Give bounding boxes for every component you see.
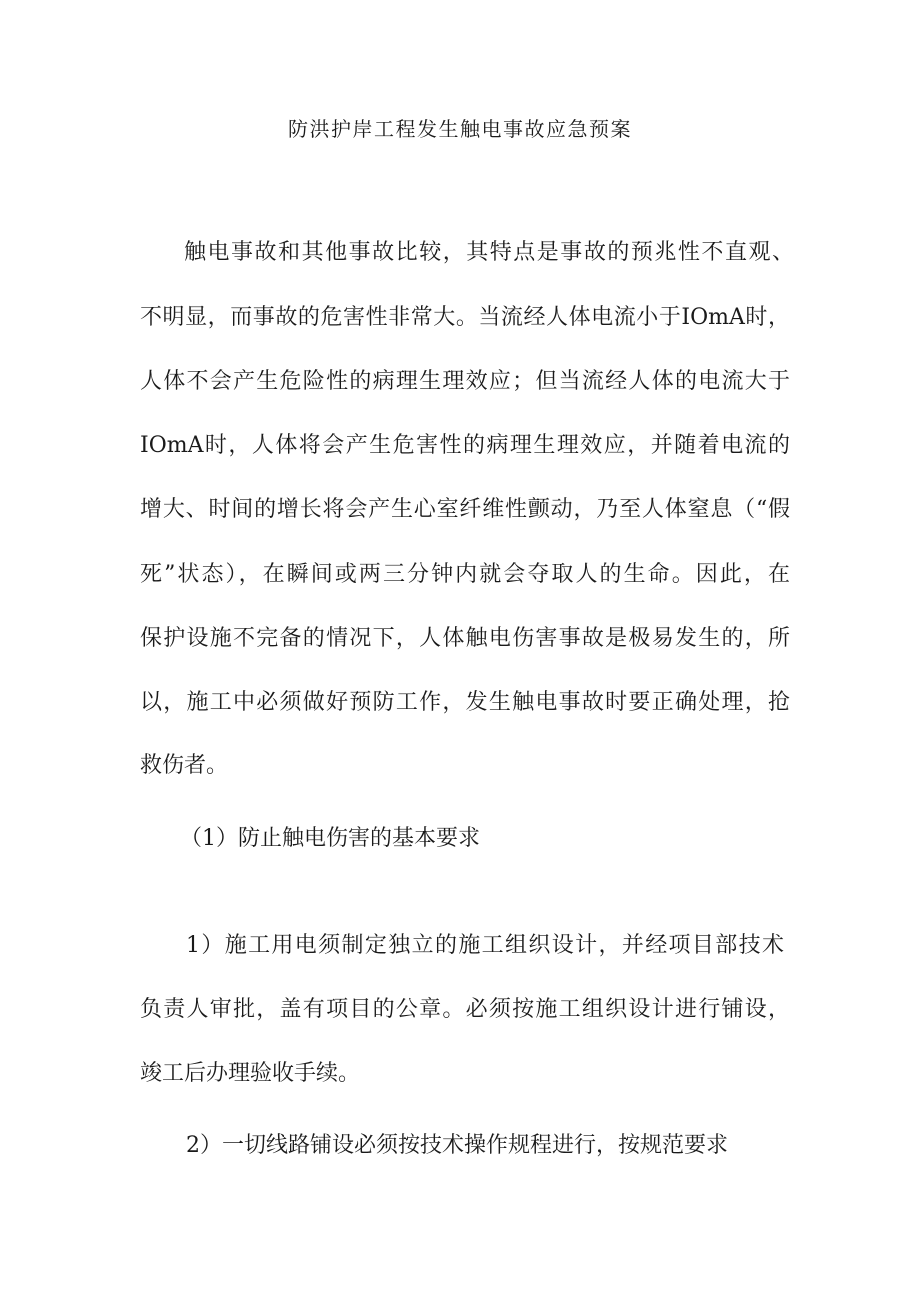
paragraph-1-line-9: 救伤者。 [140, 753, 229, 778]
section-1-heading: （1）防止触电伤害的基本要求 [180, 826, 480, 851]
item-1-line-2: 负责人审批，盖有项目的公章。必须按施工组织设计进行铺设， [140, 997, 790, 1022]
item-1-line-1: 1）施工用电须制定独立的施工组织设计，并经项目部技术 [186, 933, 784, 958]
paragraph-1-line-2: 不明显，而事故的危害性非常大。当流经人体电流小于IOmA时， [140, 305, 790, 330]
paragraph-1-line-7: 保护设施不完备的情况下，人体触电伤害事故是极易发生的，所 [140, 626, 790, 651]
item-2-line-1: 2）一切线路铺设必须按技术操作规程进行，按规范要求 [186, 1133, 728, 1158]
paragraph-1-line-3: 人体不会产生危险性的病理生理效应；但当流经人体的电流大于 [140, 369, 790, 394]
paragraph-1-line-8: 以，施工中必须做好预防工作，发生触电事故时要正确处理，抢 [140, 690, 790, 715]
item-1-line-3: 竣工后办理验收手续。 [140, 1061, 361, 1086]
paragraph-1-line-1: 触电事故和其他事故比较，其特点是事故的预兆性不直观、 [184, 240, 794, 265]
paragraph-1-line-4: IOmA时，人体将会产生危害性的病理生理效应，并随着电流的 [140, 433, 790, 458]
document-title: 防洪护岸工程发生触电事故应急预案 [288, 117, 632, 141]
paragraph-1-line-5: 增大、时间的增长将会产生心室纤维性颤动，乃至人体窒息（“假 [140, 497, 790, 522]
paragraph-1-line-6: 死”状态），在瞬间或两三分钟内就会夺取人的生命。因此，在 [140, 562, 790, 587]
